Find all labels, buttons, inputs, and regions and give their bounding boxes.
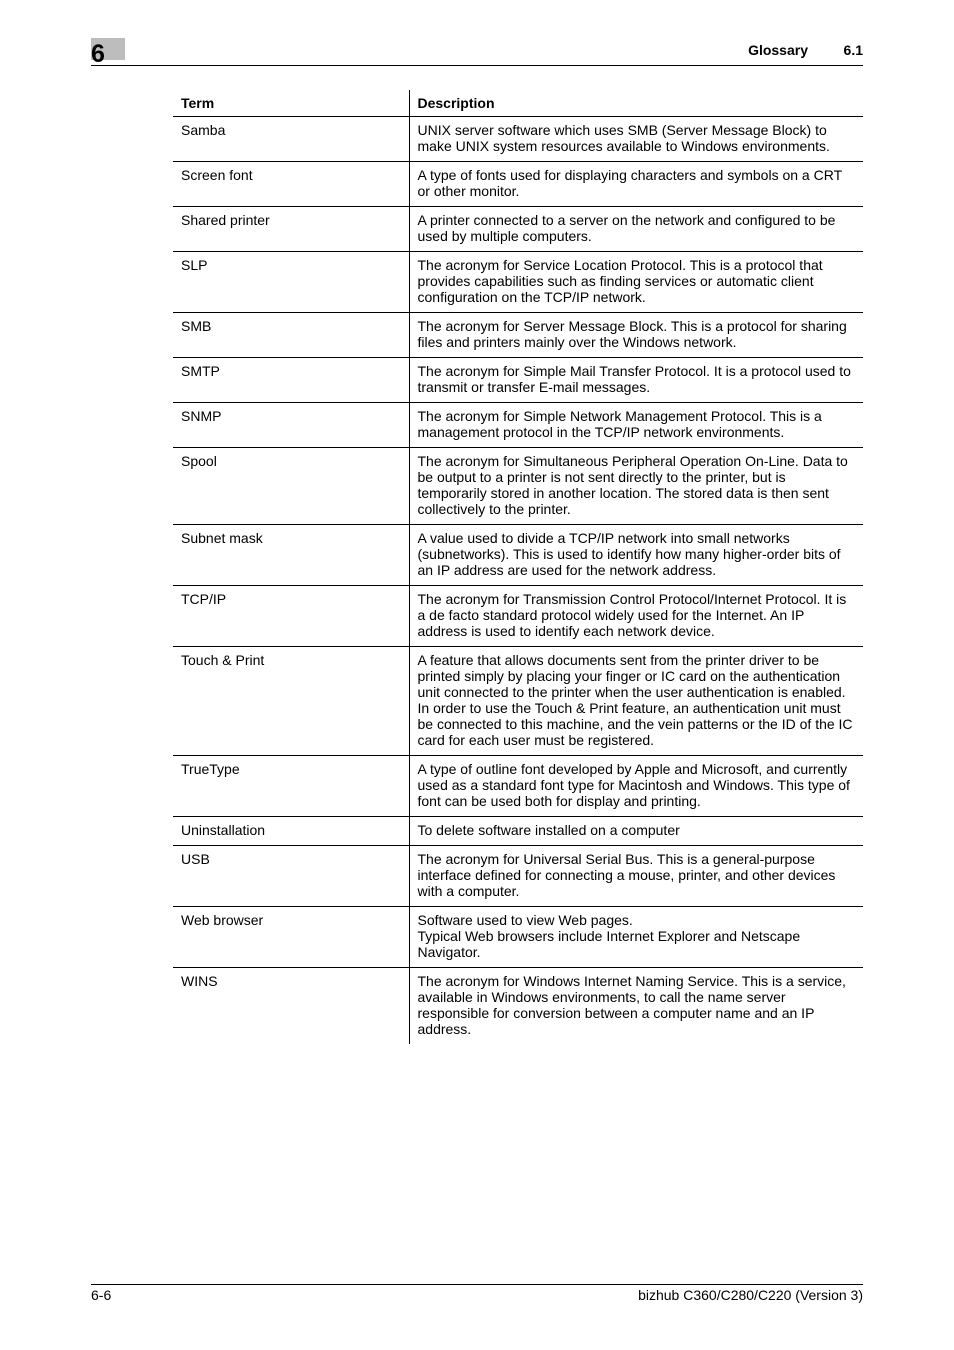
glossary-description: A value used to divide a TCP/IP network into small networks (subnetworks). This is used to identify how many higher-order bits of an IP address are used for the network address. xyxy=(409,525,863,586)
table-row xyxy=(173,403,863,448)
table-row xyxy=(173,313,863,358)
glossary-description: A type of outline font developed by Apple and Microsoft, and currently used as a standard font type for Macintosh and Windows. This type of font can be used both for display and printing. xyxy=(409,756,863,817)
glossary-term: SMTP xyxy=(173,358,409,403)
glossary-description: The acronym for Server Message Block. This is a protocol for sharing files and printers mainly over the Windows network. xyxy=(409,313,863,358)
glossary-term: Web browser xyxy=(173,907,409,968)
glossary-term: Spool xyxy=(173,448,409,525)
glossary-term: TCP/IP xyxy=(173,586,409,647)
footer-product-name: bizhub C360/C280/C220 (Version 3) xyxy=(638,1287,863,1303)
glossary-term: Touch & Print xyxy=(173,647,409,756)
table-row xyxy=(173,647,863,756)
table-row xyxy=(173,358,863,403)
glossary-term: SNMP xyxy=(173,403,409,448)
glossary-description: The acronym for Simultaneous Peripheral Operation On-Line. Data to be output to a printer is not sent directly to the printer, but is temporarily stored in another location. The stored data is then sent collectively to the printer. xyxy=(409,448,863,525)
glossary-description: The acronym for Simple Mail Transfer Protocol. It is a protocol used to transmit or transfer E-mail messages. xyxy=(409,358,863,403)
table-row xyxy=(173,525,863,586)
table-row xyxy=(173,252,863,313)
table-row xyxy=(173,448,863,525)
glossary-description: The acronym for Transmission Control Protocol/Internet Protocol. It is a de facto standard protocol widely used for the Internet. An IP address is used to identify each network device. xyxy=(409,586,863,647)
glossary-table xyxy=(173,90,863,1044)
glossary-term: Screen font xyxy=(173,162,409,207)
footer-divider xyxy=(91,1284,863,1285)
table-row xyxy=(173,817,863,846)
header-section-number: 6.1 xyxy=(843,42,863,58)
table-row xyxy=(173,846,863,907)
glossary-term: Uninstallation xyxy=(173,817,409,846)
header-divider xyxy=(91,65,863,66)
table-row xyxy=(173,968,863,1045)
glossary-description: A type of fonts used for displaying characters and symbols on a CRT or other monitor. xyxy=(409,162,863,207)
glossary-term: Shared printer xyxy=(173,207,409,252)
glossary-term: SLP xyxy=(173,252,409,313)
header-title: Glossary xyxy=(748,42,808,58)
table-header-row xyxy=(173,90,863,117)
glossary-table-body xyxy=(173,117,863,1045)
glossary-term: Subnet mask xyxy=(173,525,409,586)
glossary-description: The acronym for Windows Internet Naming Service. This is a service, available in Windows environments, to call the name server responsible for conversion between a computer name and an IP address. xyxy=(409,968,863,1045)
table-row xyxy=(173,756,863,817)
glossary-description: To delete software installed on a computer xyxy=(409,817,863,846)
table-row xyxy=(173,207,863,252)
table-row xyxy=(173,907,863,968)
glossary-description: Software used to view Web pages. Typical Web browsers include Internet Explorer and Netscape Navigator. xyxy=(409,907,863,968)
glossary-description: The acronym for Service Location Protocol. This is a protocol that provides capabilities such as finding services or automatic client configuration on the TCP/IP network. xyxy=(409,252,863,313)
glossary-term: SMB xyxy=(173,313,409,358)
glossary-description: The acronym for Simple Network Management Protocol. This is a management protocol in the TCP/IP network environments. xyxy=(409,403,863,448)
column-header-description: Description xyxy=(409,90,863,117)
glossary-term: Samba xyxy=(173,117,409,162)
table-row xyxy=(173,117,863,162)
glossary-term: TrueType xyxy=(173,756,409,817)
table-row xyxy=(173,586,863,647)
glossary-description: The acronym for Universal Serial Bus. This is a general-purpose interface defined for connecting a mouse, printer, and other devices with a computer. xyxy=(409,846,863,907)
table-row xyxy=(173,162,863,207)
glossary-description: A printer connected to a server on the network and configured to be used by multiple computers. xyxy=(409,207,863,252)
footer-page-number: 6-6 xyxy=(91,1287,112,1303)
glossary-term: WINS xyxy=(181,973,218,989)
glossary-description: A feature that allows documents sent from the printer driver to be printed simply by placing your finger or IC card on the authentication unit connected to the printer when the user authentication is enabled. In order to use the Touch & Print feature, an authentication unit must be connected to this machine, and the vein patterns or the ID of the IC card for each user must be registered. xyxy=(409,647,863,756)
glossary-description: UNIX server software which uses SMB (Server Message Block) to make UNIX system resources available to Windows environments. xyxy=(409,117,863,162)
chapter-number: 6 xyxy=(91,40,105,68)
column-header-term: Term xyxy=(173,90,409,117)
glossary-term: USB xyxy=(173,846,409,907)
